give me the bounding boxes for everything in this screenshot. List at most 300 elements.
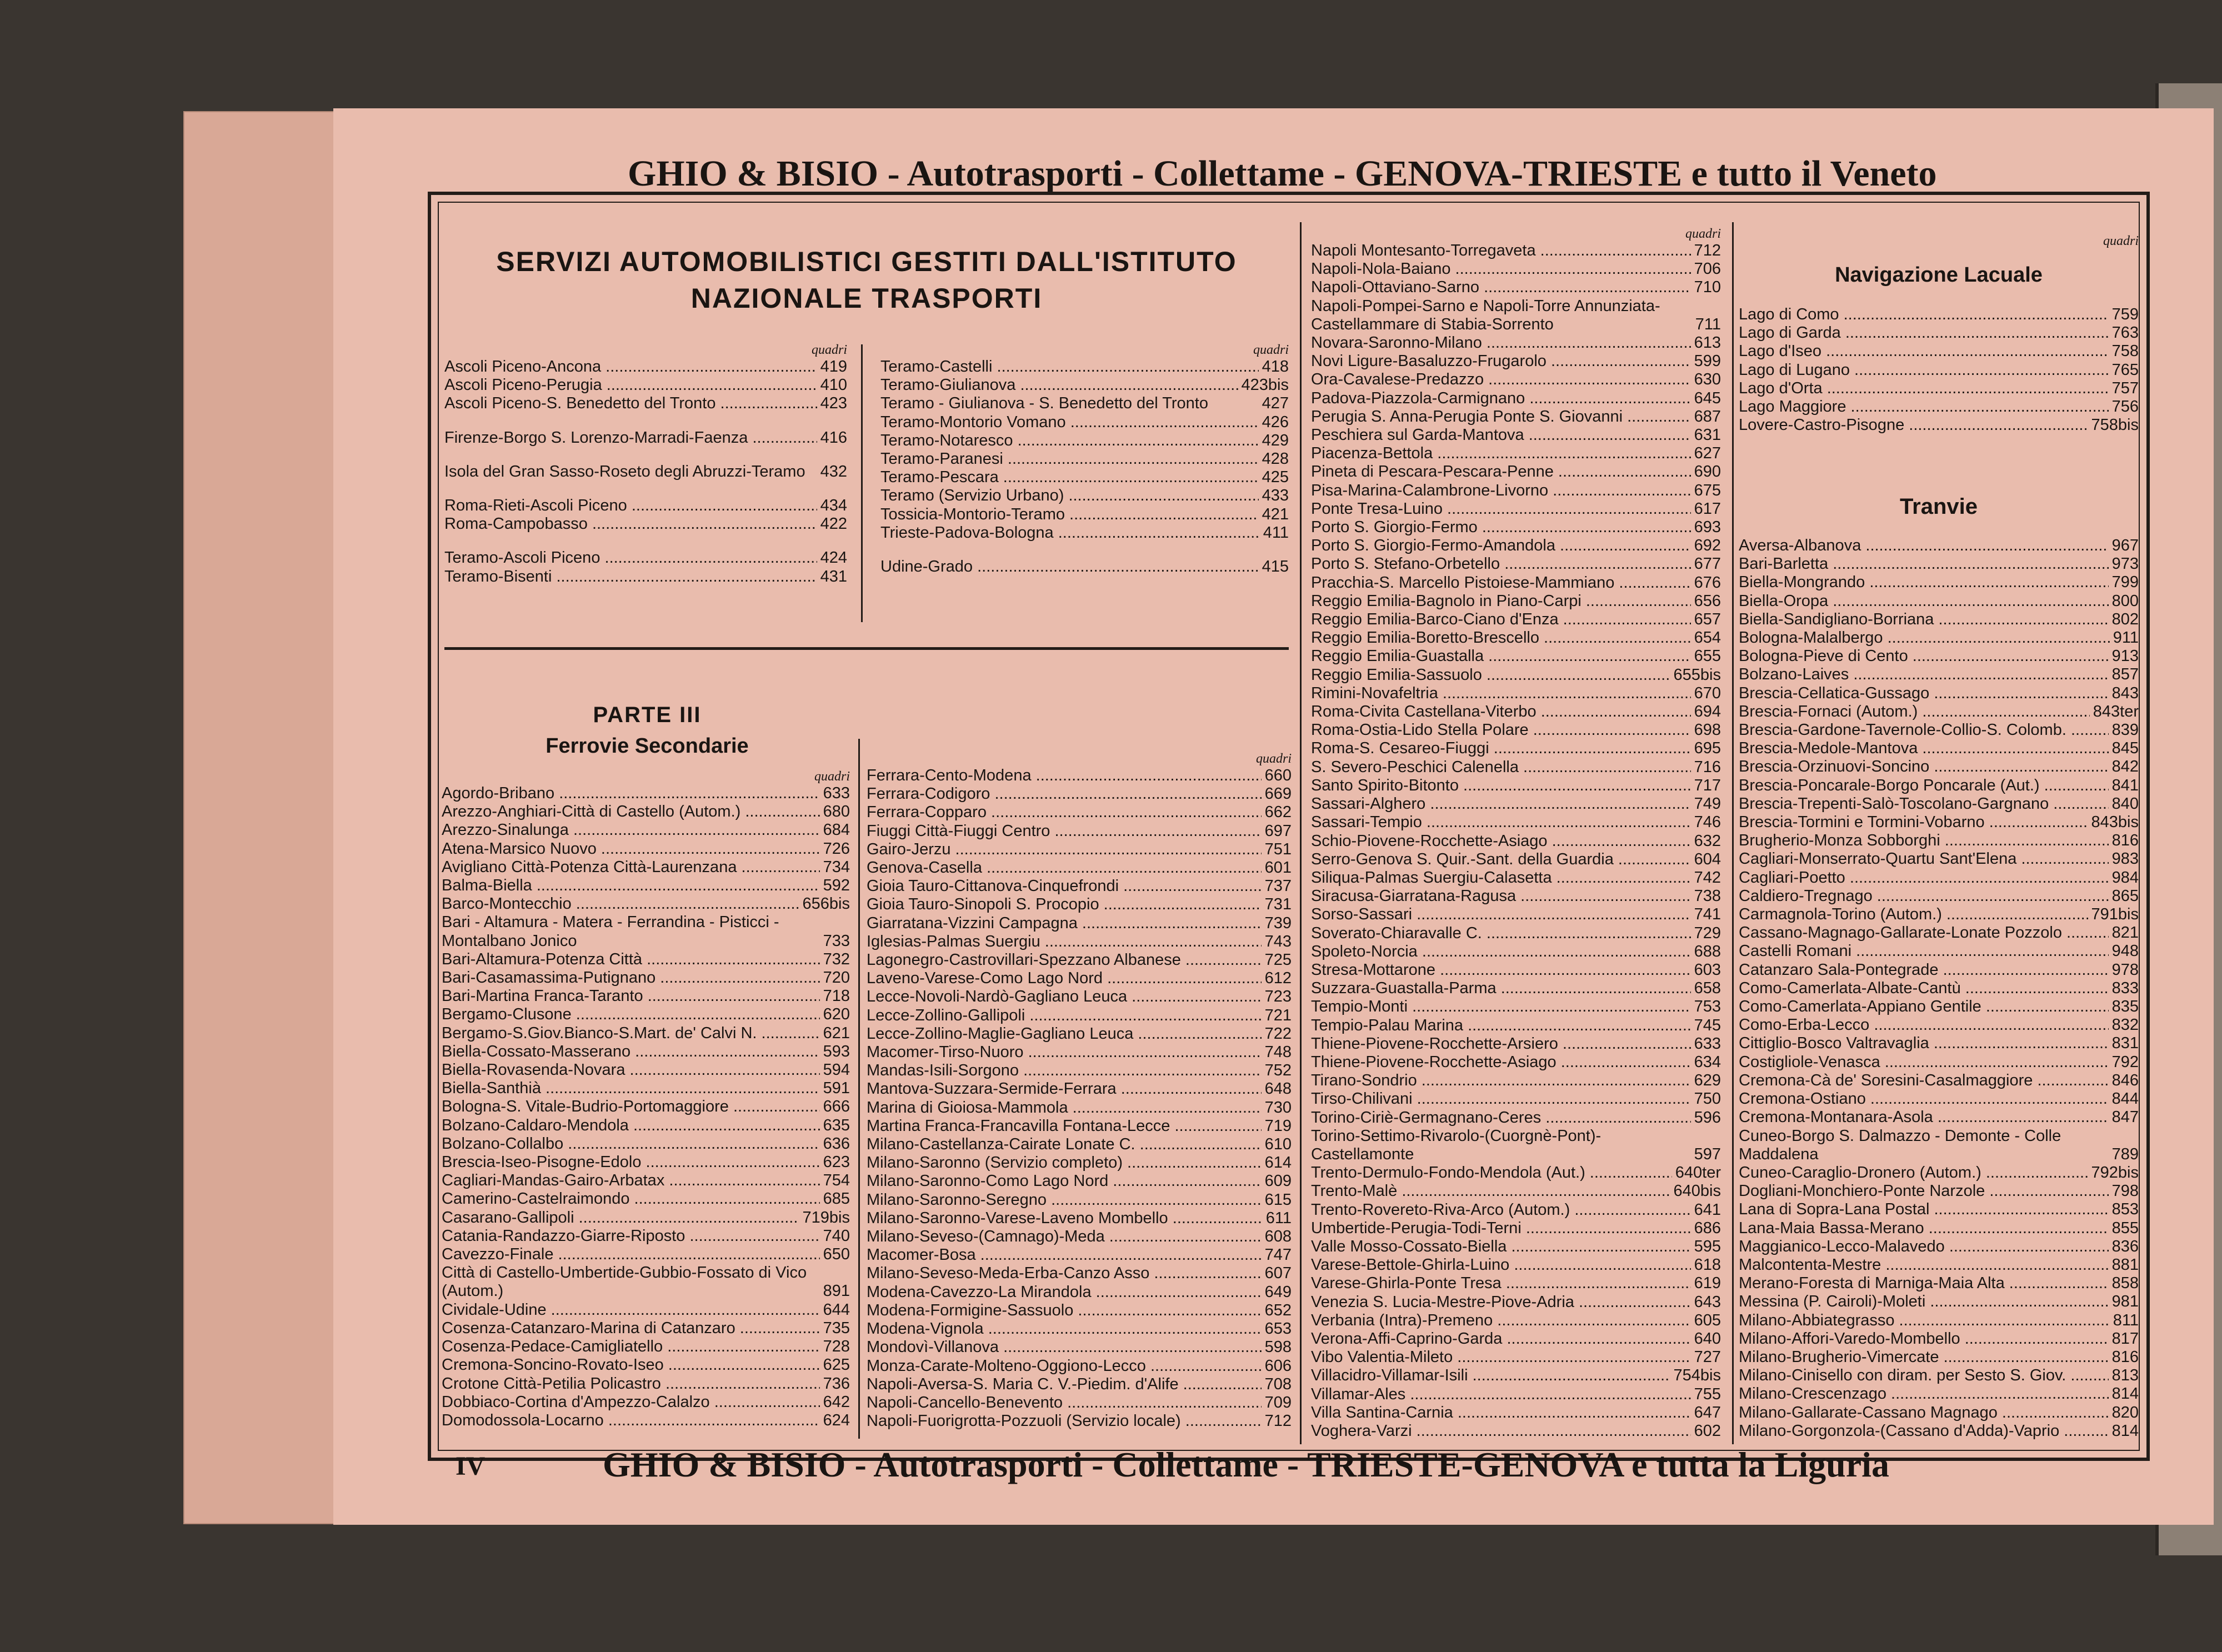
index-entry: [1739, 1422, 2139, 1440]
entry-quadro-number: 608: [1264, 1228, 1292, 1246]
index-entry: [1311, 1385, 1721, 1404]
index-entry: [1311, 1072, 1721, 1090]
entry-quadro-number: 708: [1264, 1375, 1292, 1393]
index-entry: [867, 1412, 1292, 1430]
entry-quadro-number: 423bis: [1241, 376, 1289, 394]
entry-route: Roma-Ostia-Lido Stella Polare .....: [1311, 721, 1691, 739]
entry-route: Biella-Mongrando .....: [1739, 573, 2109, 592]
entry-route: Bari-Martina Franca-Taranto .....: [442, 987, 820, 1005]
entry-route: Lecce-Novoli-Nardò-Gagliano Leuca .....: [867, 988, 1262, 1006]
entry-route: Cuneo-Caraglio-Dronero (Autom.) .....: [1739, 1164, 2088, 1182]
entry-quadro-number: 800: [2111, 592, 2139, 610]
index-entry: [1739, 1238, 2139, 1256]
entry-route: Rimini-Novafeltria .....: [1311, 684, 1691, 703]
entry-quadro-number: 597: [1694, 1145, 1721, 1163]
entry-route: Brescia-Gardone-Tavernole-Collio-S. Colomb. .....: [1739, 721, 2109, 739]
entry-quadro-number: 728: [823, 1338, 850, 1356]
index-entry: [1739, 1293, 2139, 1311]
index-entry: [1739, 555, 2139, 573]
entry-route: Ponte Tresa-Luino .....: [1311, 500, 1691, 518]
entry-quadro-number: 719bis: [802, 1208, 850, 1227]
entry-route: Bari - Altamura - Matera - Ferrandina - Pisticci - Montalbano Jonico: [442, 913, 779, 950]
entry-route: Napoli-Nola-Baiano .....: [1311, 260, 1691, 278]
index-entry: [1311, 408, 1721, 426]
entry-quadro-number: 591: [823, 1079, 850, 1098]
entry-quadro-number: 640ter: [1675, 1164, 1721, 1182]
index-entry: [880, 468, 1289, 487]
entry-quadro-number: 633: [823, 784, 850, 802]
entry-quadro-number: 967: [2111, 537, 2139, 554]
ferrovie-column-3: quadri Napoli Montesanto-Torregaveta ..... 712 Napoli-Nola-Baiano ..... 706 Napoli-Ottaviano-Sarno ..... 710 Napoli-Pompei-Sarno e Napoli-Torre Annunziata-Castellammare di Stabia-Sorrento 711 Novara-Saronno-Milano ..... 613 Novi Ligure-Basaluzzo-Frugarolo ..... 599 Ora-Cavalese-Predazzo ..... 630 Padova-Piazzola-Carmignano ..... 645 Perugia S. Anna-Perugia Ponte S. Giovanni ..... 687 Peschiera sul Garda-Mantova ..... 631 Piacenza-Bettola ..... 627 Pineta di Pescara-Pescara-Penne ..... 690 Pisa-Marina-Calambrone-Livorno ..... 675 Ponte Tresa-Luino ..... 617 Porto S. Giorgio-Fermo ..... 693 Porto S. Giorgio-Fermo-Amandola ..... 692 Porto S. Stefano-Orbetello ..... 677 Pracchia-S. Marcello Pistoiese-Mammiano ..... 676 Reggio Emilia-Bagnolo in Piano-Carpi ..... 656 Reggio Emilia-Barco-Ciano d'Enza ..... 657 Reggio Emilia-Boretto-Brescello ..... 654 Reggio Emilia-Guastalla ..... 655 Reggio Emilia-Sassuolo ..... 655bis Rimini-Novafeltria ..... 670 Roma-Civita Castellana-Viterbo ..... 694 Roma-Ostia-Lido Stella Polare ..... 698 Roma-S. Cesareo-Fiuggi ..... 695 S. Severo-Peschici Calenella ..... 716 Santo Spirito-Bitonto ..... 717 Sassari-Alghero ..... 749 Sassari-Tempio ..... 746 Schio-Piovene-Rocchette-Asiago ..... 632 Serro-Genova S. Quir.-Sant. della Guardia ..... 604 Siliqua-Palmas Suergiu-Calasetta ..... 742 Siracusa-Giarratana-Ragusa ..... 738 Sorso-Sassari ..... 741 Soverato-Chiaravalle C. ..... 729 Spoleto-Norcia ..... 688 Stresa-Mottarone ..... 603 Suzzara-Guastalla-Parma ..... 658 Tempio-Monti ..... 753 Tempio-Palau Marina ..... 745 Thiene-Piovene-Rocchette-Arsiero ..... 633 Thiene-Piovene-Rocchette-Asiago ..... 634 Tirano-Sondrio ..... 629 Tirso-Chilivani ..... 750 Torino-Ciriè-Germagnano-Ceres ..... 596 Torino-Settimo-Rivarolo-(Cuorgnè-Pont)-Castellamonte 597 Trento-Dermulo-Fondo-Mendola (Aut.) ..... 640ter Trento-Malè ..... 640bis Trento-Rovereto-Riva-Arco (Autom.) ..... 641 Umbertide-Perugia-Todi-Terni ..... 686 Valle Mosso-Cossato-Biella ..... 595 Varese-Bettole-Ghirla-Luino ..... 618 Varese-Ghirla-Ponte Tresa ..... 619 Venezia S. Lucia-Mestre-Piove-Adria ..... 643 Verbania (Intra)-Premeno ..... 605 Verona-Affi-Caprino-Garda ..... 640 Vibo Valentia-Mileto ..... 727 Villacidro-Villamar-Isili ..... 754bis Villamar-Ales ..... 755 Villa Santina-Carnia ..... 647 Voghera-Varzi ..... 602: [1311, 226, 1721, 1440]
index-entry: [1311, 998, 1721, 1016]
entry-quadro-number: 422: [820, 515, 847, 533]
entry-quadro-number: 594: [823, 1061, 850, 1079]
index-entry: [1739, 1256, 2139, 1274]
entry-quadro-number: 431: [820, 567, 847, 585]
index-entry: [1311, 1090, 1721, 1108]
entry-route: Siliqua-Palmas Suergiu-Calasetta .....: [1311, 869, 1691, 887]
entry-quadro-number: 642: [823, 1393, 850, 1411]
entry-quadro-number: 620: [823, 1005, 850, 1024]
entry-quadro-number: 644: [823, 1300, 850, 1319]
entry-route: Iglesias-Palmas Suergiu .....: [867, 933, 1262, 951]
entry-route: Villamar-Ales .....: [1311, 1385, 1691, 1404]
index-entry: [1739, 665, 2139, 684]
entry-quadro-number: 630: [1694, 371, 1721, 389]
entry-quadro-number: 690: [1694, 463, 1721, 481]
entry-quadro-number: 410: [820, 376, 847, 394]
index-entry: [1311, 555, 1721, 573]
entry-quadro-number: 984: [2111, 868, 2139, 887]
index-entry: [867, 1043, 1292, 1062]
index-entry: [1739, 721, 2139, 739]
entry-route: Lecce-Zollino-Gallipoli .....: [867, 1007, 1262, 1025]
entry-quadro-number: 687: [1694, 407, 1721, 425]
ferrovie-column-1: quadri Agordo-Bribano ..... 633 Arezzo-Anghiari-Città di Castello (Autom.) ..... 680 Arezzo-Sinalunga ..... 684 Atena-Marsico Nuovo ..... 726 Avigliano Città-Potenza Città-Laurenzana ..... 734 Balma-Biella ..... 592 Barco-Montecchio ..... 656bis Bari - Altamura - Matera - Ferrandina - Pisticci - Montalbano Jonico 733 Bari-Altamura-Potenza Città ..... 732 Bari-Casamassima-Putignano ..... 720 Bari-Martina Franca-Taranto ..... 718 Bergamo-Clusone ..... 620 Bergamo-S.Giov.Bianco-S.Mart. de' Calvi N. ..... 621 Biella-Cossato-Masserano ..... 593 Biella-Rovasenda-Novara ..... 594 Biella-Santhià ..... 591 Bologna-S. Vitale-Budrio-Portomaggiore ..... 666 Bolzano-Caldaro-Mendola ..... 635 Bolzano-Collalbo ..... 636 Brescia-Iseo-Pisogne-Edolo ..... 623 Cagliari-Mandas-Gairo-Arbatax ..... 754 Camerino-Castelraimondo ..... 685 Casarano-Gallipoli ..... 719bis Catania-Randazzo-Giarre-Riposto ..... 740 Cavezzo-Finale ..... 650 Città di Castello-Umbertide-Gubbio-Fossato di Vico (Autom.) 891 Cividale-Udine ..... 644 Cosenza-Catanzaro-Marina di Catanzaro ..... 735 Cosenza-Pedace-Camigliatello ..... 728 Cremona-Soncino-Rovato-Iseo ..... 625 Crotone Città-Petilia Policastro ..... 736 Dobbiaco-Cortina d'Ampezzo-Calalzo ..... 642 Domodossola-Locarno ..... 624: [442, 769, 850, 1430]
entry-quadro-number: 840: [2111, 794, 2139, 813]
entry-quadro-number: 750: [1694, 1090, 1721, 1108]
index-entry: [1739, 979, 2139, 998]
index-entry: [1311, 1293, 1721, 1311]
entry-quadro-number: 635: [823, 1116, 850, 1134]
entry-route: Spoleto-Norcia .....: [1311, 943, 1691, 961]
entry-quadro-number: 641: [1694, 1200, 1721, 1219]
entry-quadro-number: 593: [823, 1042, 850, 1060]
entry-quadro-number: 433: [1262, 487, 1289, 505]
index-entry: [867, 1080, 1292, 1098]
entry-route: Bari-Altamura-Potenza Città .....: [442, 950, 820, 969]
index-entry: [1739, 306, 2139, 324]
entry-route: Lecce-Zollino-Maglie-Gagliano Leuca .....: [867, 1025, 1262, 1043]
entry-quadro-number: 720: [823, 969, 850, 987]
index-entry: [1739, 961, 2139, 979]
index-entry: [867, 1338, 1292, 1356]
entry-quadro-number: 655: [1694, 647, 1721, 665]
index-entry: [880, 487, 1289, 505]
index-entry: [1311, 924, 1721, 943]
index-entry: [442, 1411, 850, 1430]
entry-quadro-number: 763: [2111, 324, 2139, 342]
entry-quadro-number: 833: [2111, 979, 2139, 997]
index-entry: [1311, 592, 1721, 610]
entry-quadro-number: 881: [2111, 1255, 2139, 1274]
index-entry: [1739, 1274, 2139, 1293]
entry-route: Cosenza-Pedace-Camigliatello .....: [442, 1338, 820, 1356]
entry-route: Agordo-Bribano .....: [442, 784, 820, 803]
entry-quadro-number: 669: [1264, 785, 1292, 803]
entry-route: Domodossola-Locarno .....: [442, 1411, 820, 1430]
entry-quadro-number: 844: [2111, 1090, 2139, 1108]
index-entry: [1739, 1330, 2139, 1348]
entry-quadro-number: 754: [823, 1172, 850, 1190]
index-entry: [867, 1172, 1292, 1190]
index-entry: [1739, 1016, 2139, 1034]
entry-quadro-number: 842: [2111, 758, 2139, 776]
navigazione-title: Navigazione Lacuale: [1835, 263, 2043, 287]
index-entry: [867, 840, 1292, 859]
index-entry: [1311, 537, 1721, 555]
index-entry: [442, 1301, 850, 1319]
entry-route: Milano-Abbiategrasso .....: [1739, 1311, 2110, 1330]
entry-quadro-number: 615: [1264, 1190, 1292, 1209]
parte3-column-rule: [858, 739, 860, 1439]
entry-route: Ferrara-Codigoro .....: [867, 785, 1262, 803]
entry-route: Brescia-Poncarale-Borgo Poncarale (Aut.) .....: [1739, 777, 2109, 795]
index-entry: [442, 1338, 850, 1356]
entry-route: Teramo-Paranesi .....: [880, 450, 1259, 468]
entry-route: Brescia-Tormini e Tormini-Vobarno .....: [1739, 813, 2088, 832]
istituto-title: SERVIZI AUTOMOBILISTICI GESTITI DALL'ISTITUTO NAZIONALE TRASPORTI: [496, 246, 1237, 314]
entry-route: Lago di Como .....: [1739, 306, 2109, 324]
entry-route: Trento-Dermulo-Fondo-Mendola (Aut.) .....: [1311, 1164, 1672, 1182]
entry-route: Cagliari-Poetto .....: [1739, 869, 2109, 887]
entry-route: Bergamo-Clusone .....: [442, 1005, 820, 1024]
index-entry: [867, 1394, 1292, 1412]
entry-quadro-number: 792bis: [2091, 1163, 2139, 1182]
entry-quadro-number: 745: [1694, 1016, 1721, 1034]
index-entry: [1739, 758, 2139, 776]
entry-route: Milano-Brugherio-Vimercate .....: [1739, 1348, 2109, 1366]
entry-route: Reggio Emilia-Sassuolo .....: [1311, 666, 1670, 684]
entry-route: Laveno-Varese-Como Lago Nord .....: [867, 969, 1262, 988]
entry-quadro-number: 891: [823, 1282, 850, 1300]
entry-route: Carmagnola-Torino (Autom.) .....: [1739, 905, 2088, 924]
entry-route: Reggio Emilia-Barco-Ciano d'Enza .....: [1311, 610, 1691, 629]
index-entry: [442, 1172, 850, 1190]
entry-quadro-number: 858: [2111, 1274, 2139, 1293]
index-entry: [444, 463, 847, 481]
entry-route: Bolzano-Caldaro-Mendola .....: [442, 1117, 820, 1135]
entry-route: Brescia-Trepenti-Salò-Toscolano-Gargnano .....: [1739, 795, 2109, 813]
index-entry: [867, 951, 1292, 969]
entry-quadro-number: 595: [1694, 1237, 1721, 1255]
index-entry: [442, 1005, 850, 1024]
entry-route: Brugherio-Monza Sobborghi .....: [1739, 832, 2109, 850]
entry-route: Cuneo-Borgo S. Dalmazzo - Demonte - Colle Maddalena: [1739, 1127, 2061, 1163]
index-entry: [1311, 1366, 1721, 1385]
index-entry: [1311, 1256, 1721, 1274]
entry-route: Casarano-Gallipoli .....: [442, 1209, 799, 1227]
index-entry: [1739, 1385, 2139, 1403]
entry-quadro-number: 429: [1262, 431, 1289, 449]
entry-route: Brescia-Cellatica-Gussago .....: [1739, 684, 2109, 703]
index-entry: [1739, 1404, 2139, 1422]
entry-quadro-number: 621: [823, 1024, 850, 1042]
index-entry: [1739, 795, 2139, 813]
entry-quadro-number: 836: [2111, 1237, 2139, 1255]
index-entry: [1311, 463, 1721, 481]
entry-route: Crotone Città-Petilia Policastro .....: [442, 1375, 820, 1393]
entry-quadro-number: 751: [1264, 840, 1292, 858]
entry-route: Ferrara-Copparo .....: [867, 803, 1262, 822]
index-entry: [880, 376, 1289, 394]
index-entry: [1311, 850, 1721, 869]
entry-route: Ascoli Piceno-Ancona .....: [444, 358, 817, 376]
entry-route: Teramo-Notaresco .....: [880, 432, 1259, 450]
index-entry: [1311, 1348, 1721, 1366]
entry-route: Maggianico-Lecco-Malavedo .....: [1739, 1238, 2109, 1256]
entry-quadro-number: 612: [1264, 969, 1292, 988]
entry-route: Catanzaro Sala-Pontegrade .....: [1739, 961, 2109, 979]
entry-route: S. Severo-Peschici Calenella .....: [1311, 758, 1691, 777]
entry-quadro-number: 719: [1264, 1117, 1292, 1135]
entry-route: Cosenza-Catanzaro-Marina di Catanzaro .....: [442, 1319, 820, 1338]
index-entry: [867, 1099, 1292, 1117]
entry-route: Lana di Sopra-Lana Postal .....: [1739, 1200, 2109, 1219]
entry-quadro-number: 636: [823, 1134, 850, 1153]
entry-quadro-number: 627: [1694, 444, 1721, 463]
entry-route: Napoli-Aversa-S. Maria C. V.-Piedim. d'Alife .....: [867, 1375, 1262, 1394]
entry-route: Vibo Valentia-Mileto .....: [1311, 1348, 1691, 1366]
parte3-subtitle: Ferrovie Secondarie: [546, 734, 749, 758]
index-entry: [1739, 1034, 2139, 1053]
entry-route: Teramo-Giulianova .....: [880, 376, 1238, 394]
entry-route: Arezzo-Anghiari-Città di Castello (Autom.) .....: [442, 803, 820, 821]
index-entry: [1311, 758, 1721, 777]
entry-quadro-number: 742: [1694, 868, 1721, 887]
entry-route: Gairo-Jerzu .....: [867, 840, 1262, 859]
entry-route: Trento-Malè .....: [1311, 1182, 1670, 1200]
index-entry: [867, 1209, 1292, 1228]
entry-route: Milano-Saronno (Servizio completo) .....: [867, 1154, 1262, 1172]
index-entry: [1311, 242, 1721, 260]
index-entry: [880, 394, 1289, 413]
entry-quadro-number: 434: [820, 497, 847, 515]
entry-route: Novi Ligure-Basaluzzo-Frugarolo .....: [1311, 352, 1691, 371]
entry-route: Como-Erba-Lecco .....: [1739, 1016, 2109, 1034]
index-entry: [1739, 1127, 2139, 1164]
entry-quadro-number: 604: [1694, 850, 1721, 868]
entry-route: Malcontenta-Mestre .....: [1739, 1256, 2109, 1274]
entry-quadro-number: 717: [1694, 776, 1721, 794]
index-entry: [880, 358, 1289, 376]
index-entry: [442, 987, 850, 1005]
entry-route: Siracusa-Giarratana-Ragusa .....: [1311, 887, 1691, 905]
index-entry: [880, 432, 1289, 450]
entry-route: Teramo-Montorio Vomano .....: [880, 413, 1259, 432]
entry-route: Isola del Gran Sasso-Roseto degli Abruzzi-Teramo: [444, 462, 805, 480]
index-entry: [867, 914, 1292, 933]
index-entry: [1739, 1164, 2139, 1182]
entry-route: Thiene-Piovene-Rocchette-Arsiero .....: [1311, 1035, 1691, 1053]
entry-route: Teramo - Giulianova - S. Benedetto del Tronto: [880, 394, 1208, 413]
entry-route: Pracchia-S. Marcello Pistoiese-Mammiano .....: [1311, 574, 1691, 592]
entry-route: Thiene-Piovene-Rocchette-Asiago .....: [1311, 1053, 1691, 1072]
index-entry: [1311, 979, 1721, 998]
entry-quadro-number: 601: [1264, 859, 1292, 877]
index-entry: [1311, 813, 1721, 832]
entry-quadro-number: 973: [2111, 555, 2139, 573]
entry-route: Como-Camerlata-Albate-Cantù .....: [1739, 979, 2109, 998]
entry-quadro-number: 675: [1694, 481, 1721, 499]
entry-route: Genova-Casella .....: [867, 859, 1262, 877]
index-entry: [1311, 647, 1721, 665]
entry-quadro-number: 697: [1264, 822, 1292, 840]
entry-route: Reggio Emilia-Boretto-Brescello .....: [1311, 629, 1691, 647]
entry-quadro-number: 741: [1694, 905, 1721, 924]
entry-route: Bologna-S. Vitale-Budrio-Portomaggiore .....: [442, 1098, 820, 1116]
entry-quadro-number: 737: [1264, 877, 1292, 895]
entry-route: Napoli-Pompei-Sarno e Napoli-Torre Annunziata-Castellammare di Stabia-Sorrento: [1311, 297, 1660, 333]
entry-quadro-number: 832: [2111, 1016, 2139, 1034]
index-entry: [442, 1319, 850, 1338]
entry-route: Atena-Marsico Nuovo .....: [442, 840, 820, 858]
entry-route: Cittiglio-Bosco Valtravaglia .....: [1739, 1034, 2109, 1053]
entry-route: Bergamo-S.Giov.Bianco-S.Mart. de' Calvi N. .....: [442, 1024, 820, 1043]
index-entry: [1739, 398, 2139, 416]
index-entry: [1311, 1182, 1721, 1200]
entry-route: Napoli-Ottaviano-Sarno .....: [1311, 278, 1691, 297]
entry-quadro-number: 428: [1262, 450, 1289, 468]
index-entry: [1311, 1311, 1721, 1330]
entry-quadro-number: 710: [1694, 278, 1721, 297]
section-divider: [444, 647, 1289, 650]
entry-quadro-number: 913: [2111, 647, 2139, 665]
index-entry: [1311, 1035, 1721, 1053]
index-entry: [442, 858, 850, 877]
entry-quadro-number: 978: [2111, 960, 2139, 979]
index-entry: [1311, 389, 1721, 408]
index-entry: [867, 1283, 1292, 1301]
index-entry: [867, 859, 1292, 877]
entry-route: Avigliano Città-Potenza Città-Laurenzana .....: [442, 858, 820, 877]
entry-route: Milano-Castellanza-Cairate Lonate C. .....: [867, 1135, 1262, 1154]
index-entry: [1311, 1053, 1721, 1072]
index-entry: [880, 413, 1289, 432]
index-entry: [1739, 1348, 2139, 1366]
entry-route: Modena-Cavezzo-La Mirandola .....: [867, 1283, 1262, 1301]
entry-quadro-number: 633: [1694, 1034, 1721, 1053]
index-entry: [1311, 1330, 1721, 1348]
entry-route: Lago d'Orta .....: [1739, 379, 2109, 398]
entry-route: Brescia-Medole-Mantova .....: [1739, 739, 2109, 758]
entry-quadro-number: 743: [1264, 932, 1292, 950]
entry-quadro-number: 712: [1694, 242, 1721, 259]
entry-route: Como-Camerlata-Appiano Gentile .....: [1739, 998, 2109, 1016]
entry-quadro-number: 831: [2111, 1034, 2139, 1053]
navigazione-list: [1739, 306, 2139, 434]
index-entry: [444, 429, 847, 447]
index-entry: [442, 1209, 850, 1227]
entry-route: Fiuggi Città-Fiuggi Centro .....: [867, 822, 1262, 840]
entry-route: Marina di Gioiosa-Mammola .....: [867, 1099, 1262, 1117]
index-entry: [1739, 361, 2139, 379]
entry-route: Roma-Civita Castellana-Viterbo .....: [1311, 703, 1691, 721]
entry-route: Milano-Saronno-Varese-Laveno Mombello .....: [867, 1209, 1263, 1228]
entry-route: Gioia Tauro-Cittanova-Cinquefrondi .....: [867, 877, 1262, 895]
entry-quadro-number: 721: [1264, 1006, 1292, 1024]
index-entry: [444, 358, 847, 376]
entry-quadro-number: 845: [2111, 739, 2139, 758]
entry-quadro-number: 411: [1263, 523, 1289, 542]
entry-quadro-number: 657: [1694, 610, 1721, 629]
entry-route: Mandas-Isili-Sorgono .....: [867, 1062, 1262, 1080]
tranvie-title: Tranvie: [1899, 494, 1978, 519]
entry-quadro-number: 688: [1694, 942, 1721, 960]
index-entry: [1311, 610, 1721, 629]
index-entry: [1311, 832, 1721, 850]
entry-quadro-number: 686: [1694, 1219, 1721, 1237]
index-entry: [442, 1043, 850, 1061]
entry-quadro-number: 619: [1694, 1274, 1721, 1293]
index-entry: [1739, 342, 2139, 361]
entry-quadro-number: 911: [2113, 629, 2139, 647]
entry-route: Camerino-Castelraimondo .....: [442, 1190, 820, 1208]
index-entry: [1739, 1090, 2139, 1108]
index-entry: [1311, 1238, 1721, 1256]
entry-quadro-number: 695: [1694, 739, 1721, 758]
entry-quadro-number: 754bis: [1673, 1366, 1721, 1385]
entry-quadro-number: 791bis: [2091, 905, 2139, 924]
entry-quadro-number: 632: [1694, 832, 1721, 850]
entry-route: Udine-Grado .....: [880, 558, 1259, 576]
index-entry: [880, 505, 1289, 524]
entry-route: Martina Franca-Francavilla Fontana-Lecce .....: [867, 1117, 1262, 1135]
entry-route: Bologna-Malalbergo .....: [1739, 629, 2110, 647]
index-entry: [1739, 537, 2139, 555]
entry-route: Cividale-Udine .....: [442, 1301, 820, 1319]
entry-route: Soverato-Chiaravalle C. .....: [1311, 924, 1691, 943]
index-entry: [444, 497, 847, 515]
entry-quadro-number: 814: [2111, 1421, 2139, 1440]
entry-route: Suzzara-Guastalla-Parma .....: [1311, 979, 1691, 998]
index-entry: [442, 1245, 850, 1264]
index-entry: [1311, 1422, 1721, 1440]
entry-route: Lovere-Castro-Pisogne .....: [1739, 416, 2088, 434]
index-entry: [880, 450, 1289, 468]
index-entry: [1739, 610, 2139, 629]
entry-route: Napoli Montesanto-Torregaveta .....: [1311, 242, 1691, 260]
index-entry: [1311, 666, 1721, 684]
index-entry: [1311, 777, 1721, 795]
entry-route: Biella-Cossato-Masserano .....: [442, 1043, 820, 1061]
entry-quadro-number: 983: [2111, 850, 2139, 868]
entry-route: Castelli Romani .....: [1739, 942, 2109, 960]
index-entry: [1311, 334, 1721, 352]
entry-quadro-number: 738: [1694, 887, 1721, 905]
entry-quadro-number: 758: [2111, 342, 2139, 361]
entry-quadro-number: 685: [823, 1190, 850, 1208]
entry-route: Milano-Gorgonzola-(Cassano d'Adda)-Vaprio .....: [1739, 1422, 2109, 1440]
entry-route: Milano-Gallarate-Cassano Magnago .....: [1739, 1404, 2109, 1422]
entry-route: Dobbiaco-Cortina d'Ampezzo-Calalzo .....: [442, 1393, 820, 1411]
entry-quadro-number: 716: [1694, 758, 1721, 776]
entry-quadro-number: 662: [1264, 803, 1292, 822]
entry-quadro-number: 948: [2111, 942, 2139, 960]
entry-route: Stresa-Mottarone .....: [1311, 961, 1691, 979]
index-entry: [1739, 1311, 2139, 1330]
entry-route: Balma-Biella .....: [442, 877, 820, 895]
